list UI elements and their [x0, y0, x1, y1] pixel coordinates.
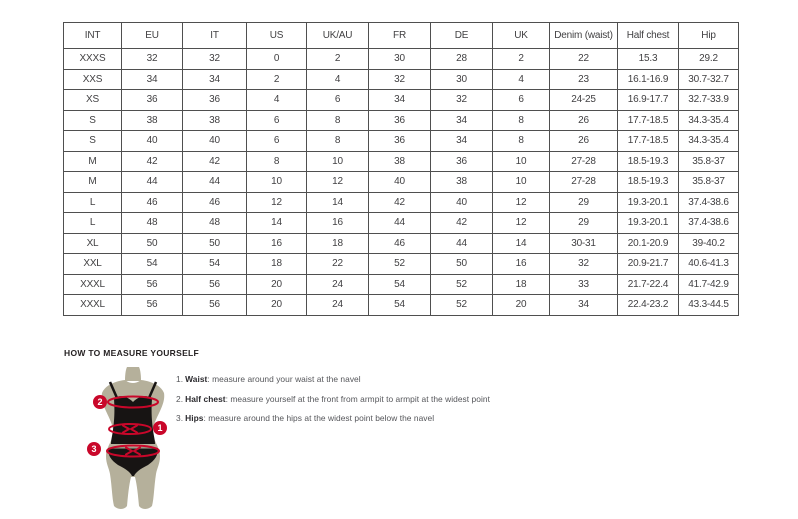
cell-eu: 48 — [122, 213, 183, 234]
cell-int: XXXL — [64, 295, 122, 316]
table-row — [64, 69, 739, 90]
cell-eu: 40 — [122, 131, 183, 152]
cell-ukau: 24 — [307, 295, 369, 316]
cell-int: XXXL — [64, 274, 122, 295]
svg-text:3: 3 — [91, 444, 97, 455]
cell-hip: 34.3-35.4 — [679, 131, 739, 152]
cell-fr: 40 — [369, 172, 431, 193]
cell-int: L — [64, 192, 122, 213]
cell-denim-waist: 29 — [550, 192, 618, 213]
cell-int: XXXS — [64, 49, 122, 70]
cell-us: 8 — [247, 151, 307, 172]
cell-hip: 39-40.2 — [679, 233, 739, 254]
cell-denim-waist: 23 — [550, 69, 618, 90]
cell-ukau: 8 — [307, 131, 369, 152]
cell-denim-waist: 30-31 — [550, 233, 618, 254]
marker-chest — [93, 395, 107, 409]
cell-de: 44 — [431, 233, 493, 254]
cell-it: 42 — [183, 151, 247, 172]
cell-us: 6 — [247, 131, 307, 152]
cell-uk: 12 — [493, 192, 550, 213]
cell-denim-waist: 34 — [550, 295, 618, 316]
cell-de: 52 — [431, 274, 493, 295]
section-title: HOW TO MEASURE YOURSELF — [64, 348, 200, 358]
cell-half-chest: 17.7-18.5 — [618, 131, 679, 152]
cell-de: 52 — [431, 295, 493, 316]
cell-us: 20 — [247, 295, 307, 316]
cell-eu: 50 — [122, 233, 183, 254]
cell-us: 16 — [247, 233, 307, 254]
cell-half-chest: 16.9-17.7 — [618, 90, 679, 111]
table-row — [64, 233, 739, 254]
svg-text:1: 1 — [157, 423, 163, 434]
measure-steps — [176, 374, 516, 433]
cell-it: 56 — [183, 295, 247, 316]
cell-ukau: 2 — [307, 49, 369, 70]
cell-hip: 35.8-37 — [679, 151, 739, 172]
cell-hip: 41.7-42.9 — [679, 274, 739, 295]
cell-fr: 30 — [369, 49, 431, 70]
cell-int: XXS — [64, 69, 122, 90]
cell-uk: 16 — [493, 254, 550, 275]
table-row — [64, 295, 739, 316]
cell-hip: 30.7-32.7 — [679, 69, 739, 90]
cell-us: 10 — [247, 172, 307, 193]
cell-us: 2 — [247, 69, 307, 90]
cell-uk: 8 — [493, 131, 550, 152]
cell-half-chest: 22.4-23.2 — [618, 295, 679, 316]
cell-denim-waist: 32 — [550, 254, 618, 275]
cell-fr: 38 — [369, 151, 431, 172]
measure-step — [176, 413, 516, 423]
cell-it: 36 — [183, 90, 247, 111]
cell-half-chest: 16.1-16.9 — [618, 69, 679, 90]
cell-hip: 35.8-37 — [679, 172, 739, 193]
cell-de: 50 — [431, 254, 493, 275]
step-number: 1. — [176, 374, 184, 384]
cell-int: M — [64, 172, 122, 193]
cell-it: 40 — [183, 131, 247, 152]
cell-uk: 4 — [493, 69, 550, 90]
cell-de: 34 — [431, 110, 493, 131]
cell-denim-waist: 27-28 — [550, 151, 618, 172]
cell-eu: 34 — [122, 69, 183, 90]
cell-fr: 32 — [369, 69, 431, 90]
cell-fr: 46 — [369, 233, 431, 254]
cell-eu: 38 — [122, 110, 183, 131]
table-row — [64, 110, 739, 131]
cell-hip: 37.4-38.6 — [679, 213, 739, 234]
step-text: : measure around the hips at the widest point below the navel — [203, 413, 435, 423]
cell-denim-waist: 26 — [550, 131, 618, 152]
cell-int: S — [64, 131, 122, 152]
cell-ukau: 8 — [307, 110, 369, 131]
cell-eu: 46 — [122, 192, 183, 213]
table-row — [64, 274, 739, 295]
cell-uk: 8 — [493, 110, 550, 131]
cell-uk: 10 — [493, 172, 550, 193]
cell-de: 42 — [431, 213, 493, 234]
column-header: US — [247, 23, 307, 49]
cell-it: 38 — [183, 110, 247, 131]
step-label: Hips — [185, 413, 204, 423]
cell-us: 20 — [247, 274, 307, 295]
cell-eu: 42 — [122, 151, 183, 172]
column-header: UK — [493, 23, 550, 49]
cell-uk: 10 — [493, 151, 550, 172]
cell-it: 44 — [183, 172, 247, 193]
column-header: FR — [369, 23, 431, 49]
cell-fr: 34 — [369, 90, 431, 111]
cell-half-chest: 18.5-19.3 — [618, 172, 679, 193]
table-row — [64, 131, 739, 152]
cell-eu: 54 — [122, 254, 183, 275]
cell-us: 14 — [247, 213, 307, 234]
cell-int: S — [64, 110, 122, 131]
cell-eu: 56 — [122, 274, 183, 295]
cell-it: 54 — [183, 254, 247, 275]
cell-fr: 54 — [369, 274, 431, 295]
cell-hip: 34.3-35.4 — [679, 110, 739, 131]
cell-half-chest: 15.3 — [618, 49, 679, 70]
column-header: IT — [183, 23, 247, 49]
cell-it: 46 — [183, 192, 247, 213]
cell-half-chest: 21.7-22.4 — [618, 274, 679, 295]
table-header-row — [64, 23, 739, 49]
cell-denim-waist: 24-25 — [550, 90, 618, 111]
cell-de: 38 — [431, 172, 493, 193]
cell-uk: 6 — [493, 90, 550, 111]
cell-ukau: 10 — [307, 151, 369, 172]
cell-ukau: 4 — [307, 69, 369, 90]
cell-half-chest: 17.7-18.5 — [618, 110, 679, 131]
cell-ukau: 22 — [307, 254, 369, 275]
cell-de: 34 — [431, 131, 493, 152]
camisole-top — [111, 396, 155, 444]
table-row — [64, 151, 739, 172]
marker-waist — [153, 421, 167, 435]
cell-de: 32 — [431, 90, 493, 111]
cell-it: 56 — [183, 274, 247, 295]
cell-it: 32 — [183, 49, 247, 70]
cell-half-chest: 20.1-20.9 — [618, 233, 679, 254]
table-row — [64, 213, 739, 234]
cell-denim-waist: 22 — [550, 49, 618, 70]
cell-de: 40 — [431, 192, 493, 213]
cell-fr: 44 — [369, 213, 431, 234]
cell-us: 12 — [247, 192, 307, 213]
table-row — [64, 172, 739, 193]
cell-ukau: 18 — [307, 233, 369, 254]
cell-fr: 42 — [369, 192, 431, 213]
cell-half-chest: 19.3-20.1 — [618, 192, 679, 213]
cell-ukau: 14 — [307, 192, 369, 213]
step-number: 3. — [176, 413, 184, 423]
cell-ukau: 12 — [307, 172, 369, 193]
cell-hip: 37.4-38.6 — [679, 192, 739, 213]
cell-int: XS — [64, 90, 122, 111]
column-header: EU — [122, 23, 183, 49]
cell-us: 18 — [247, 254, 307, 275]
cell-int: XXL — [64, 254, 122, 275]
cell-hip: 32.7-33.9 — [679, 90, 739, 111]
cell-eu: 44 — [122, 172, 183, 193]
cell-hip: 40.6-41.3 — [679, 254, 739, 275]
cell-denim-waist: 29 — [550, 213, 618, 234]
mannequin-neck — [125, 367, 141, 381]
cell-eu: 36 — [122, 90, 183, 111]
measure-step — [176, 374, 516, 384]
cell-it: 48 — [183, 213, 247, 234]
column-header: Hip — [679, 23, 739, 49]
cell-us: 0 — [247, 49, 307, 70]
cell-half-chest: 19.3-20.1 — [618, 213, 679, 234]
cell-fr: 54 — [369, 295, 431, 316]
cell-it: 50 — [183, 233, 247, 254]
cell-ukau: 24 — [307, 274, 369, 295]
cell-uk: 20 — [493, 295, 550, 316]
cell-us: 6 — [247, 110, 307, 131]
cell-de: 28 — [431, 49, 493, 70]
cell-denim-waist: 33 — [550, 274, 618, 295]
column-header: Denim (waist) — [550, 23, 618, 49]
cell-us: 4 — [247, 90, 307, 111]
cell-uk: 2 — [493, 49, 550, 70]
size-chart-table — [63, 22, 739, 316]
svg-text:2: 2 — [97, 397, 103, 408]
column-header: UK/AU — [307, 23, 369, 49]
cell-int: XL — [64, 233, 122, 254]
cell-int: L — [64, 213, 122, 234]
cell-de: 30 — [431, 69, 493, 90]
step-text: : measure yourself at the front from armpit to armpit at the widest point — [225, 393, 490, 404]
cell-uk: 18 — [493, 274, 550, 295]
cell-denim-waist: 27-28 — [550, 172, 618, 193]
step-number: 2. — [176, 393, 184, 404]
cell-uk: 12 — [493, 213, 550, 234]
cell-half-chest: 18.5-19.3 — [618, 151, 679, 172]
table-row — [64, 90, 739, 111]
cell-eu: 56 — [122, 295, 183, 316]
step-label: Half chest — [185, 393, 226, 404]
cell-half-chest: 20.9-21.7 — [618, 254, 679, 275]
marker-hips — [87, 442, 101, 456]
table-row — [64, 254, 739, 275]
table-row — [64, 192, 739, 213]
cell-fr: 36 — [369, 110, 431, 131]
table-row — [64, 49, 739, 70]
cell-ukau: 6 — [307, 90, 369, 111]
cell-it: 34 — [183, 69, 247, 90]
column-header: Half chest — [618, 23, 679, 49]
measurement-figure — [78, 367, 188, 513]
column-header: INT — [64, 23, 122, 49]
cell-eu: 32 — [122, 49, 183, 70]
cell-uk: 14 — [493, 233, 550, 254]
step-label: Waist — [185, 374, 208, 384]
cell-denim-waist: 26 — [550, 110, 618, 131]
cell-ukau: 16 — [307, 213, 369, 234]
cell-hip: 29.2 — [679, 49, 739, 70]
column-header: DE — [431, 23, 493, 49]
step-text: : measure around your waist at the navel — [207, 374, 361, 384]
measure-step — [176, 394, 516, 404]
cell-hip: 43.3-44.5 — [679, 295, 739, 316]
cell-fr: 52 — [369, 254, 431, 275]
cell-de: 36 — [431, 151, 493, 172]
cell-int: M — [64, 151, 122, 172]
cell-fr: 36 — [369, 131, 431, 152]
